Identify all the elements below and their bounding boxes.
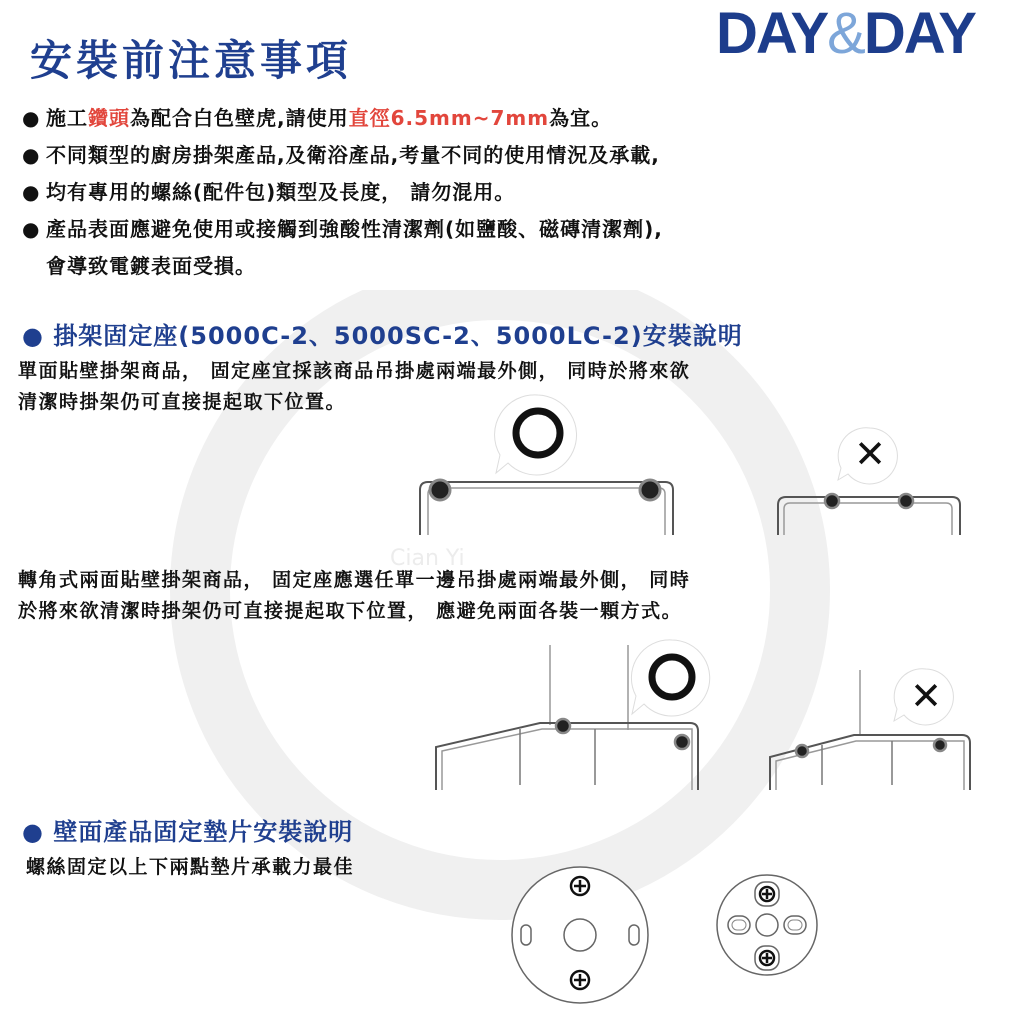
mount-point-icon [675,735,689,749]
notice-item-continued: 會導致電鍍表面受損。 [46,254,256,278]
corner-wall-wrong-diagram [762,665,982,795]
wrong-x-icon: ✕ [854,432,886,476]
mount-point-icon [640,480,660,500]
notice-item: ● 產品表面應避免使用或接觸到強酸性清潔劑(如鹽酸、磁磚清潔劑), [22,211,1012,248]
page-title: 安裝前注意事項 [30,36,353,85]
mount-point-icon [825,494,839,508]
section-title-bracket: ● 掛架固定座(5000C-2、5000SC-2、5000LC-2)安裝說明 [22,322,743,350]
mount-point-icon [934,739,946,751]
corner-wall-correct-diagram [430,635,720,795]
notice-list [22,100,1012,285]
bullet-dot-icon: ● [22,217,41,241]
single-wall-instruction: 單面貼壁掛架商品， 固定座宜採該商品吊掛處兩端最外側， 同時於將來欲 清潔時掛架仍可直接提起取下位置。 [18,360,691,413]
mount-point-icon [430,480,450,500]
section-title-pad: ● 壁面產品固定墊片安裝說明 [22,818,354,846]
watermark-text: Cian Yi [390,546,465,571]
notice-item: ● 均有專用的螺絲(配件包)類型及長度， 請勿混用。 [22,174,1012,211]
notice-item: ● 施工鑽頭為配合白色壁虎,請使用直徑6.5mm~7mm為宜。 [22,100,1012,137]
pad-instruction: 螺絲固定以上下兩點墊片承載力最佳 [26,856,355,878]
mount-point-icon [899,494,913,508]
bullet-dot-icon: ● [22,143,41,167]
wrong-x-icon: ✕ [910,674,942,718]
corner-wall-instruction: 轉角式兩面貼壁掛架商品， 固定座應選任單一邊吊掛處兩端最外側， 同時 於將來欲清潔時掛架仍可直接提起取下位置， 應避免兩面各裝一顆方式。 [18,569,691,622]
mount-point-icon [556,719,570,733]
mount-point-icon [796,745,808,757]
pad-correct-diagram [505,860,655,1010]
single-wall-correct-diagram [410,390,690,540]
notice-item: ● 不同類型的廚房掛架產品,及衛浴產品,考量不同的使用情況及承載, [22,137,1012,174]
bullet-dot-icon: ● [22,322,44,350]
bullet-dot-icon: ● [22,818,44,846]
brand-logo: DAY&DAY [716,1,975,66]
screw-icon [760,887,774,901]
screw-icon [571,877,589,895]
bullet-dot-icon: ● [22,180,41,204]
bullet-dot-icon: ● [22,106,41,130]
screw-icon [760,951,774,965]
screw-icon [571,971,589,989]
pad-alternate-diagram [712,870,822,980]
speech-bubble-icon [631,640,709,716]
single-wall-wrong-diagram [770,425,970,540]
speech-bubble-icon [495,395,577,475]
